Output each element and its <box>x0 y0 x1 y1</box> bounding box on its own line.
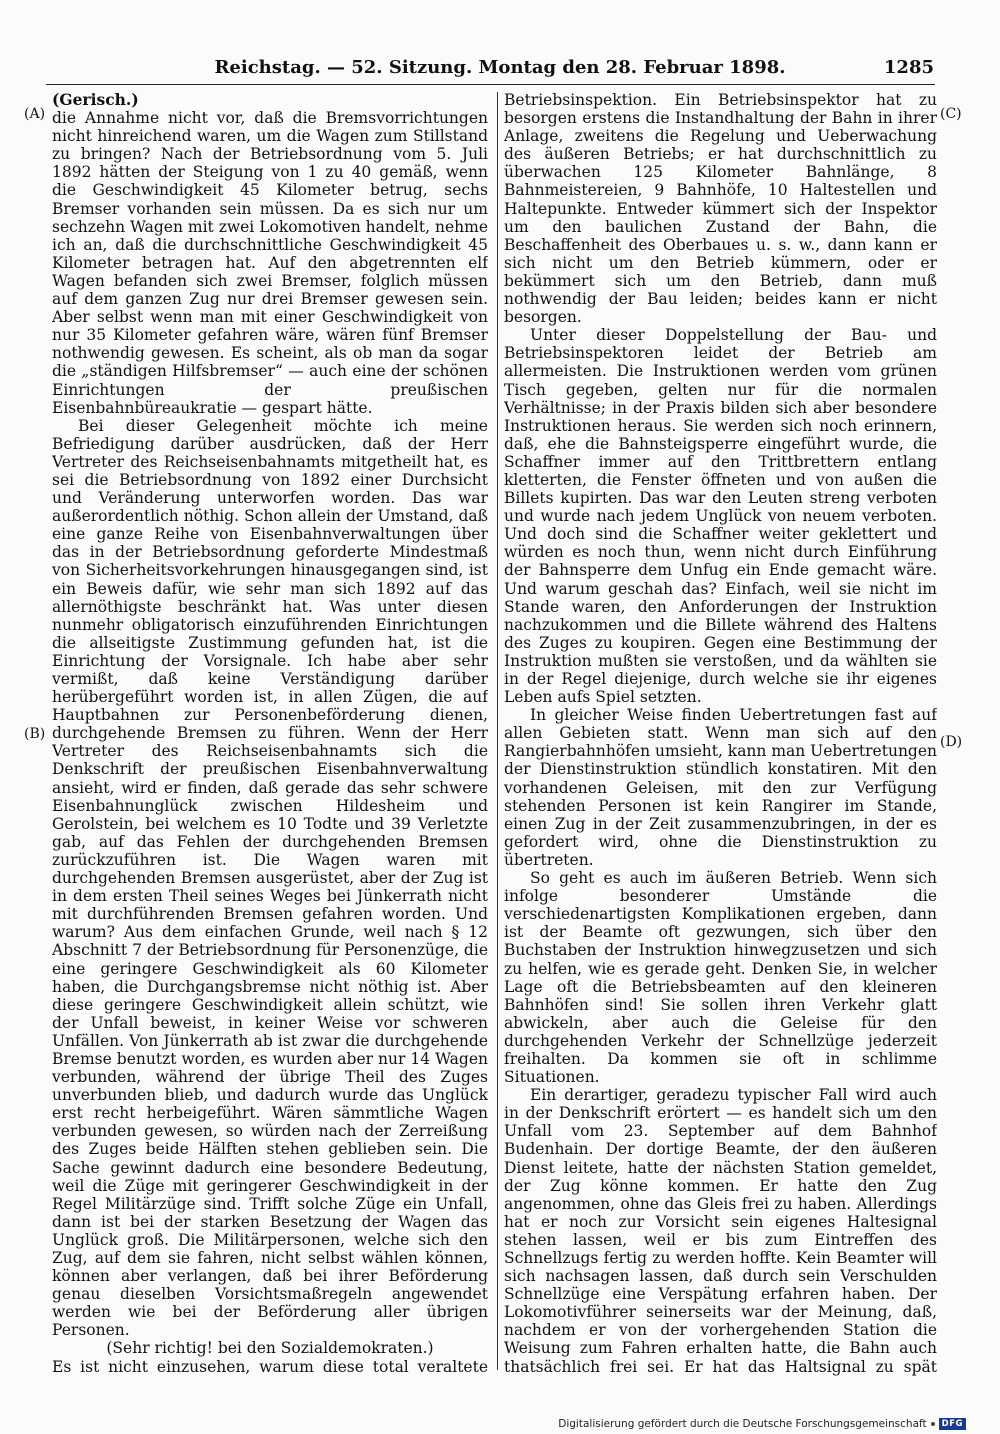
margin-mark-c: (C) <box>940 106 962 122</box>
header-rule <box>46 84 935 85</box>
paragraph: Unter dieser Doppelstellung der Bau- und Betriebsinspektoren leidet der Betrieb am allermeisten. Die Instruktionen werden vom grünen Tisch gegeben, gelten nur für die normalen Verhältnisse; in der Praxis bilden sich aber besondere Instruktionen heraus. Sie werden sich noch erinnern, daß, ehe die Bahnsteigsperre eingeführt wurde, die Schaffner immer auf den Trittbrettern entlang kletterten, die Fenster öffneten und von außen die Billets kupirten. Das war den Leuten streng verboten und wurde nach jedem Unglück von neuem verboten. Und doch sind die Schaffner weiter geklettert und würden es noch thun, wenn nicht durch Einführung der Bahnsperre dem Unfug ein Ende gemacht wäre. Und warum geschah das? Einfach, weil sie nicht im Stande waren, den Anforderungen der Instruktion nachzukommen und die Billete während des Haltens des Zuges zu koupiren. Gegen eine Bestimmung der Instruktion mußten sie verstoßen, und da wählten sie in der Regel diejenige, durch welche sie ihr eigenes Leben aufs Spiel setzten. <box>504 326 937 707</box>
left-column <box>52 91 488 1376</box>
credit-text: Digitalisierung gefördert durch die Deutsche Forschungsgemeinschaft <box>558 1418 927 1430</box>
paragraph: Ein derartiger, geradezu typischer Fall wird auch in der Denkschrift erörtert — es handelt sich um den Unfall vom 23. September auf dem Bahnhof Budenhain. Der dortige Beamte, der den äußeren Dienst leitete, hatte der nächsten Station gemeldet, der Zug könne kommen. Er hatte den Zug angenommen, ohne das Gleis frei zu haben. Allerdings hat er noch zur Vorsicht sein eigenes Haltesignal stehen lassen, weil er bis zum Eintreffen des Schnellzugs fertig zu werden hoffte. Kein Beamter will sich nachsagen lassen, daß durch sein Verschulden Schnellzüge eine Verspätung erfahren haben. Der Lokomotivführer seinerseits war der Meinung, daß, nachdem er von der vorhergehenden Station die Weisung zum Fahren erhalten hatte, die Bahn auch thatsächlich frei sei. Er hat das Haltsignal zu spät <box>504 1086 937 1376</box>
speaker-name: (Gerisch.) <box>52 91 139 109</box>
page-number: 1285 <box>883 57 934 78</box>
paragraph: Betriebsinspektion. Ein Betriebsinspektor hat zu besorgen erstens die Instandhaltung der Bahn in ihrer Anlage, zweitens die Regelung und Ueberwachung des äußeren Betriebs; er hat durchschnittlich zu überwachen 125 Kilometer Bahnlänge, 8 Bahnmeistereien, 9 Bahnhöfe, 10 Haltestellen und Haltepunkte. Entweder kümmert sich der Inspektor um den baulichen Zustand der Bahn, die Beschaffenheit des Oberbaues u. s. w., dann kann er sich nicht um den Betrieb kümmern, oder er bekümmert sich um den Betrieb, dann muß nothwendig der Bau leiden; beides kann er nicht besorgen. <box>504 91 937 327</box>
right-column <box>504 91 937 1376</box>
separator-dot <box>931 1422 935 1426</box>
header-title: Reichstag. — 52. Sitzung. Montag den 28. Februar 1898. <box>214 57 786 78</box>
paragraph: Bei dieser Gelegenheit möchte ich meine Befriedigung darüber ausdrücken, daß der Herr Vertreter des Reichseisenbahnamts mitgetheilt hat, es sei die Betriebsordnung von 1892 einer Durchsicht und Veränderung unterworfen worden. Das war außerordentlich nöthig. Schon allein der Umstand, daß eine ganze Reihe von Eisenbahnverwaltungen über das in der Betriebsordnung geforderte Mindestmaß von Sicherheitsvorkehrungen hinausgegangen sind, ist ein Beweis dafür, wie sehr man sich 1892 auf das allernöthigste beschränkt hat. Was unter diesen nunmehr obligatorisch einzuführenden Einrichtungen die allseitigste Zustimmung gefunden hat, ist die Einrichtung der Vorsignale. Ich habe aber sehr vermißt, daß keine Verständigung darüber herübergeführt worden ist, in allen Zügen, die auf Hauptbahnen zur Personenbeförderung dienen, durchgehende Bremsen zu führen. Wenn der Herr Vertreter des Reichseisenbahnamts sich die Denkschrift der preußischen Eisenbahnverwaltung ansieht, wird er finden, daß gerade das sehr schwere Eisenbahnunglück zwischen Hildesheim und Gerolstein, bei welchem es 10 Todte und 39 Verletzte gab, auf das Fehlen der durchgehenden Bremsen zurückzuführen ist. Die Wagen waren mit durchgehenden Bremsen ausgerüstet, aber der Zug ist in dem ersten Theil seines Weges bei Jünkerrath nicht mit durchführenden Bremsen gefahren worden. Und warum? Aus dem einfachen Grunde, weil nach § 12 Abschnitt 7 der Betriebsordnung für Personenzüge, die eine geringere Geschwindigkeit als 60 Kilometer haben, die Durchgangsbremse nicht nöthig ist. Aber diese geringere Geschwindigkeit allein schützt, wie der Unfall beweist, in keiner Weise vor schweren Unfällen. Von Jünkerrath ab ist zwar die durchgehende Bremse benutzt worden, es wurden aber nur 14 Wagen verbunden, während der übrige Theil des Zuges unverbunden blieb, und dadurch wurde das Unglück erst recht herbeigeführt. Wären sämmtliche Wagen verbunden gewesen, so würden nach der Zerreißung des Zuges beide Hälften stehen geblieben sein. Die Sache gewinnt dadurch eine besondere Bedeutung, weil die Züge mit geringerer Geschwindigkeit in der Regel Militärzüge sind. Trifft solche Züge ein Unfall, dann ist bei der starken Besetzung der Wagen das Unglück groß. Die Militärpersonen, welche sich den Zug, auf dem sie fahren, nicht selbst wählen können, können aber verlangen, daß bei ihrer Beförderung genau dieselben Vorsichtsmaßregeln angewendet werden wie bei der Beförderung aller übrigen Personen. <box>52 416 488 1340</box>
paragraph: So geht es auch im äußeren Betrieb. Wenn sich infolge besonderer Umstände die verschiedenartigsten Komplikationen ergeben, dann ist der Beamte oft gezwungen, sich über den Buchstaben der Instruktion hinwegzusetzen und sich zu helfen, wie es gerade geht. Denken Sie, in welcher Lage oft die Betriebsbeamten auf den kleineren Bahnhöfen sind! Sie sollen ihren Verkehr glatt abwickeln, aber auch die Geleise für den durchgehenden Verkehr der Schnellzüge jederzeit freihalten. Da kommen sie oft in schlimme Situationen. <box>504 869 937 1087</box>
digitization-credit <box>558 1418 966 1430</box>
margin-mark-a: (A) <box>24 106 46 122</box>
paragraph: Es ist nicht einzusehen, warum diese total veraltete <box>52 1357 488 1376</box>
paragraph: In gleicher Weise finden Uebertretungen fast auf allen Gebieten statt. Wenn man sich auf den Rangierbahnhöfen umsieht, kann man Uebertretungen der Dienstinstruktion stündlich konstatiren. Mit den vorhandenen Geleisen, mit den zur Verfügung stehenden Personen ist kein Rangirer im Stande, einen Zug in der Zeit zusammenzubringen, in der es gefordert wird, ohne die Dienstinstruktion zu übertreten. <box>504 706 937 869</box>
interjection: (Sehr richtig! bei den Sozialdemokraten.) <box>106 1339 434 1358</box>
page-header <box>0 57 1000 87</box>
dfg-logo: DFG <box>939 1418 966 1430</box>
margin-mark-b: (B) <box>24 726 46 742</box>
margin-mark-d: (D) <box>940 734 963 750</box>
column-divider <box>497 92 498 1370</box>
paragraph: die Annahme nicht vor, daß die Bremsvorrichtungen nicht hinreichend waren, um die Wagen zum Stillstand zu bringen? Nach der Betriebsordnung vom 5. Juli 1892 hätten der Steigung von 1 zu 40 gemäß, wenn die Geschwindigkeit 45 Kilometer betrug, sechs Bremser vorhanden sein müssen. Da es sich nur um sechzehn Wagen mit zwei Lokomotiven handelt, nehme ich an, daß die durchschnittliche Geschwindigkeit 45 Kilometer betragen hat. Auf den abgetrennten elf Wagen befanden sich zwei Bremser, folglich müssen auf dem ganzen Zug nur drei Bremser gewesen sein. Aber selbst wenn man mit einer Geschwindigkeit von nur 35 Kilometer gefahren wäre, wären fünf Bremser nothwendig gewesen. Es scheint, als ob man da sogar die „ständigen Hilfsbremser“ — auch eine der schönen Einrichtungen der preußischen Eisenbahnbüreaukratie — gespart hätte. <box>52 109 488 417</box>
